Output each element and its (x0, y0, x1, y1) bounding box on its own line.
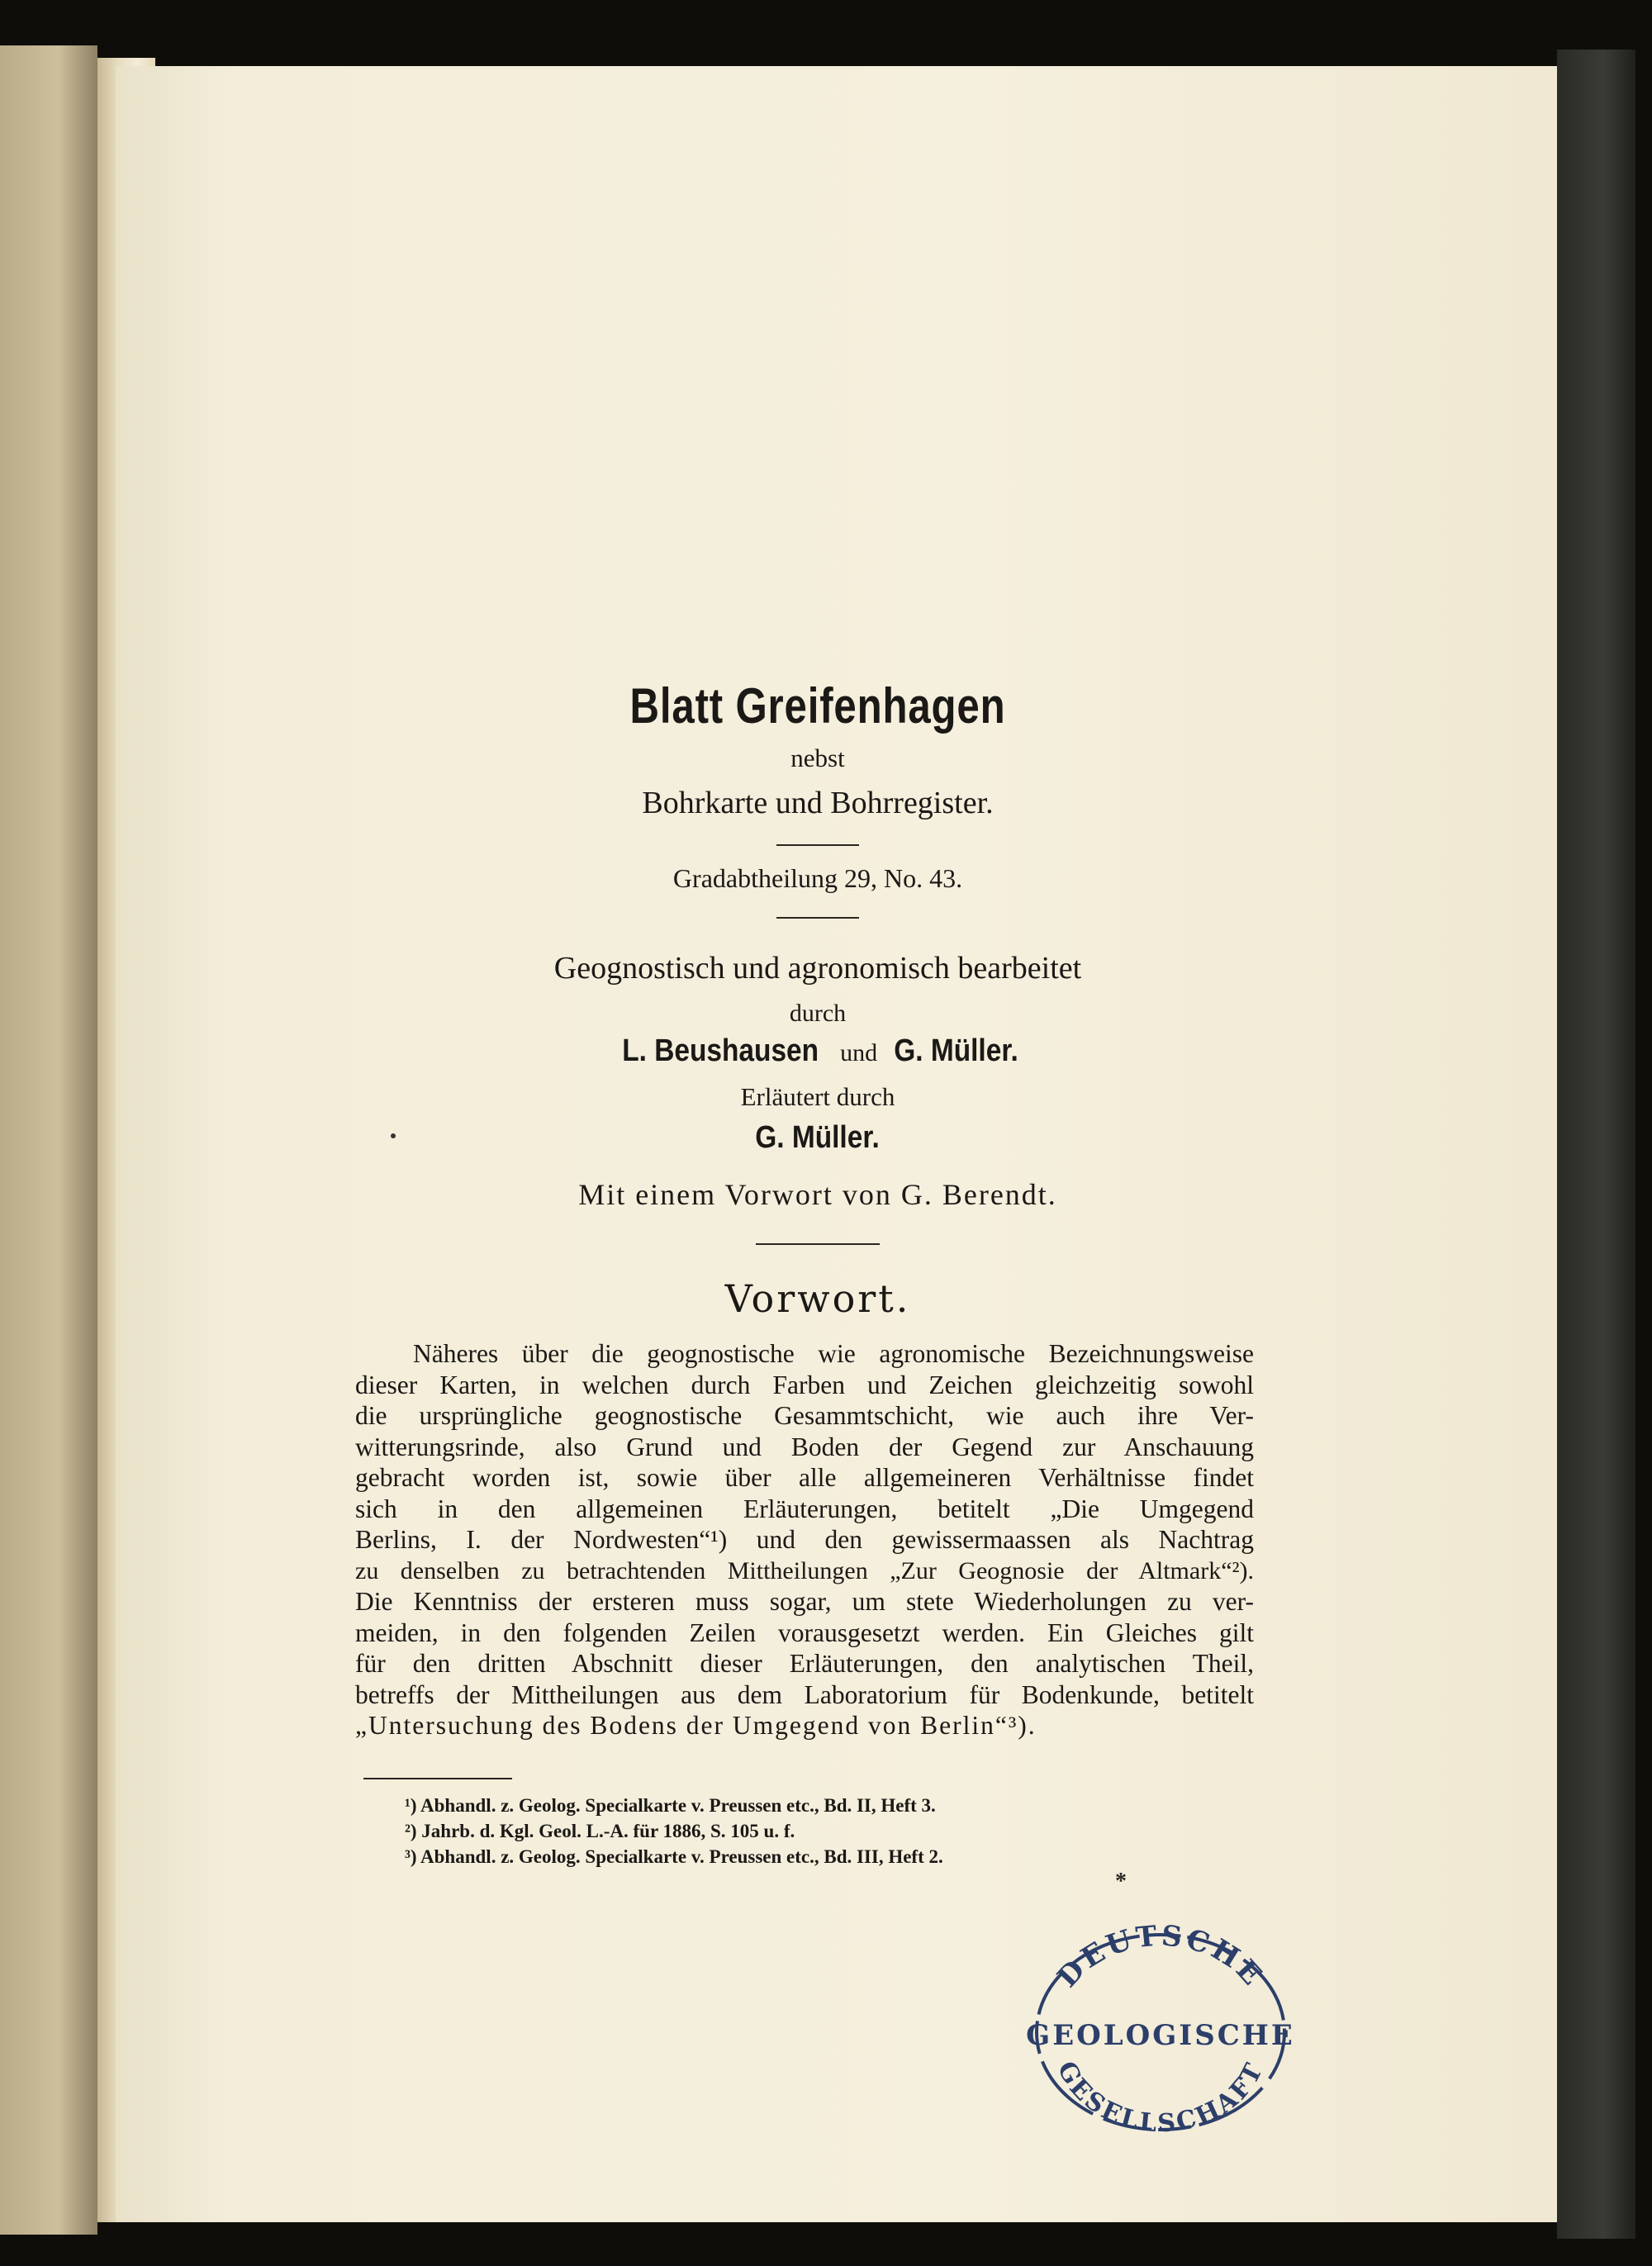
footnote-rule (363, 1778, 512, 1779)
divider-3 (756, 1243, 880, 1245)
body-line: witterungsrinde, also Grund und Boden der Gegend zur Anschauung (355, 1432, 1254, 1461)
durch-text: durch (789, 1000, 847, 1027)
author-second: G. Müller. (893, 1033, 1018, 1068)
body-line: betreffs der Mittheilungen aus dem Laboratorium für Bodenkunde, betitelt (355, 1679, 1254, 1709)
body-line: gebracht worden ist, sowie über alle allgemeineren Verhältnisse findet (355, 1463, 1254, 1492)
body-line: sich in den allgemeinen Erläuterungen, betitelt „Die Umgegend (355, 1494, 1254, 1523)
authors-line (496, 1033, 1140, 1069)
author-first: L. Beushausen (622, 1033, 819, 1068)
footnote: ¹) Abhandl. z. Geolog. Specialkarte v. Preussen etc., Bd. II, Heft 3. (405, 1795, 936, 1816)
stamp-middle-text: GEOLOGISCHE (1026, 2019, 1295, 2052)
vorwort-note: Mit einem Vorwort von G. Berendt. (578, 1178, 1057, 1211)
body-line: Die Kenntniss der ersteren muss sogar, um stete Wiederholungen zu ver- (355, 1587, 1254, 1616)
section-heading: Vorwort. (724, 1276, 911, 1321)
authors-und: und (840, 1039, 878, 1066)
editor-line: Geognostisch und agronomisch bearbeitet (553, 951, 1082, 986)
nebst-text: nebst (790, 743, 845, 772)
gradabtheilung: Gradabtheilung 29, No. 43. (672, 863, 963, 893)
footnote: ²) Jahrb. d. Kgl. Geol. L.-A. für 1886, S. 105 u. f. (405, 1821, 795, 1841)
book-cover-edge (1557, 50, 1635, 2239)
body-paragraph (355, 1338, 1254, 1741)
explainer-label: G. Müller. (755, 1120, 881, 1155)
asterisk-mark: * (1115, 1869, 1127, 1894)
body-line: dieser Karten, in welchen durch Farben und Zeichen gleichzeitig sowohl (355, 1370, 1254, 1399)
erlaeutert-text: Erläutert durch (740, 1082, 895, 1111)
page-title: Blatt Greifenhagen (629, 678, 1006, 734)
body-line: „Untersuchung des Bodens der Umgegend von Berlin“³). (355, 1711, 1037, 1740)
library-stamp (1020, 1917, 1301, 2140)
body-line: meiden, in den folgenden Zeilen vorausgesetzt werden. Ein Gleiches gilt (355, 1618, 1254, 1647)
footnote: ³) Abhandl. z. Geolog. Specialkarte v. Preussen etc., Bd. III, Heft 2. (405, 1846, 943, 1867)
left-page-edge (0, 45, 97, 2235)
stamp-top-text: DEUTSCHE (1051, 1919, 1270, 1994)
footnotes (405, 1793, 1148, 1869)
body-line: für den dritten Abschnitt dieser Erläuterungen, den analytischen Theil, (355, 1649, 1254, 1678)
body-line: Berlins, I. der Nordwesten“¹) und den gewissermaassen als Nachtrag (355, 1525, 1254, 1554)
divider-1 (776, 844, 859, 846)
body-line: die ursprüngliche geognostische Gesammtschicht, wie auch ihre Ver- (355, 1401, 1254, 1430)
subtitle: Bohrkarte und Bohrregister. (642, 786, 994, 820)
explainer-name (578, 1119, 1057, 1156)
ink-dot (391, 1133, 396, 1138)
divider-2 (776, 917, 859, 919)
body-line: Näheres über die geognostische wie agronomische Bezeichnungsweise (413, 1339, 1254, 1368)
stamp-bottom-text: GESELLSCHAFT (1051, 2056, 1270, 2139)
body-line: zu denselben zu betrachtenden Mittheilungen „Zur Geognosie der Altmark“²). (355, 1556, 1254, 1584)
